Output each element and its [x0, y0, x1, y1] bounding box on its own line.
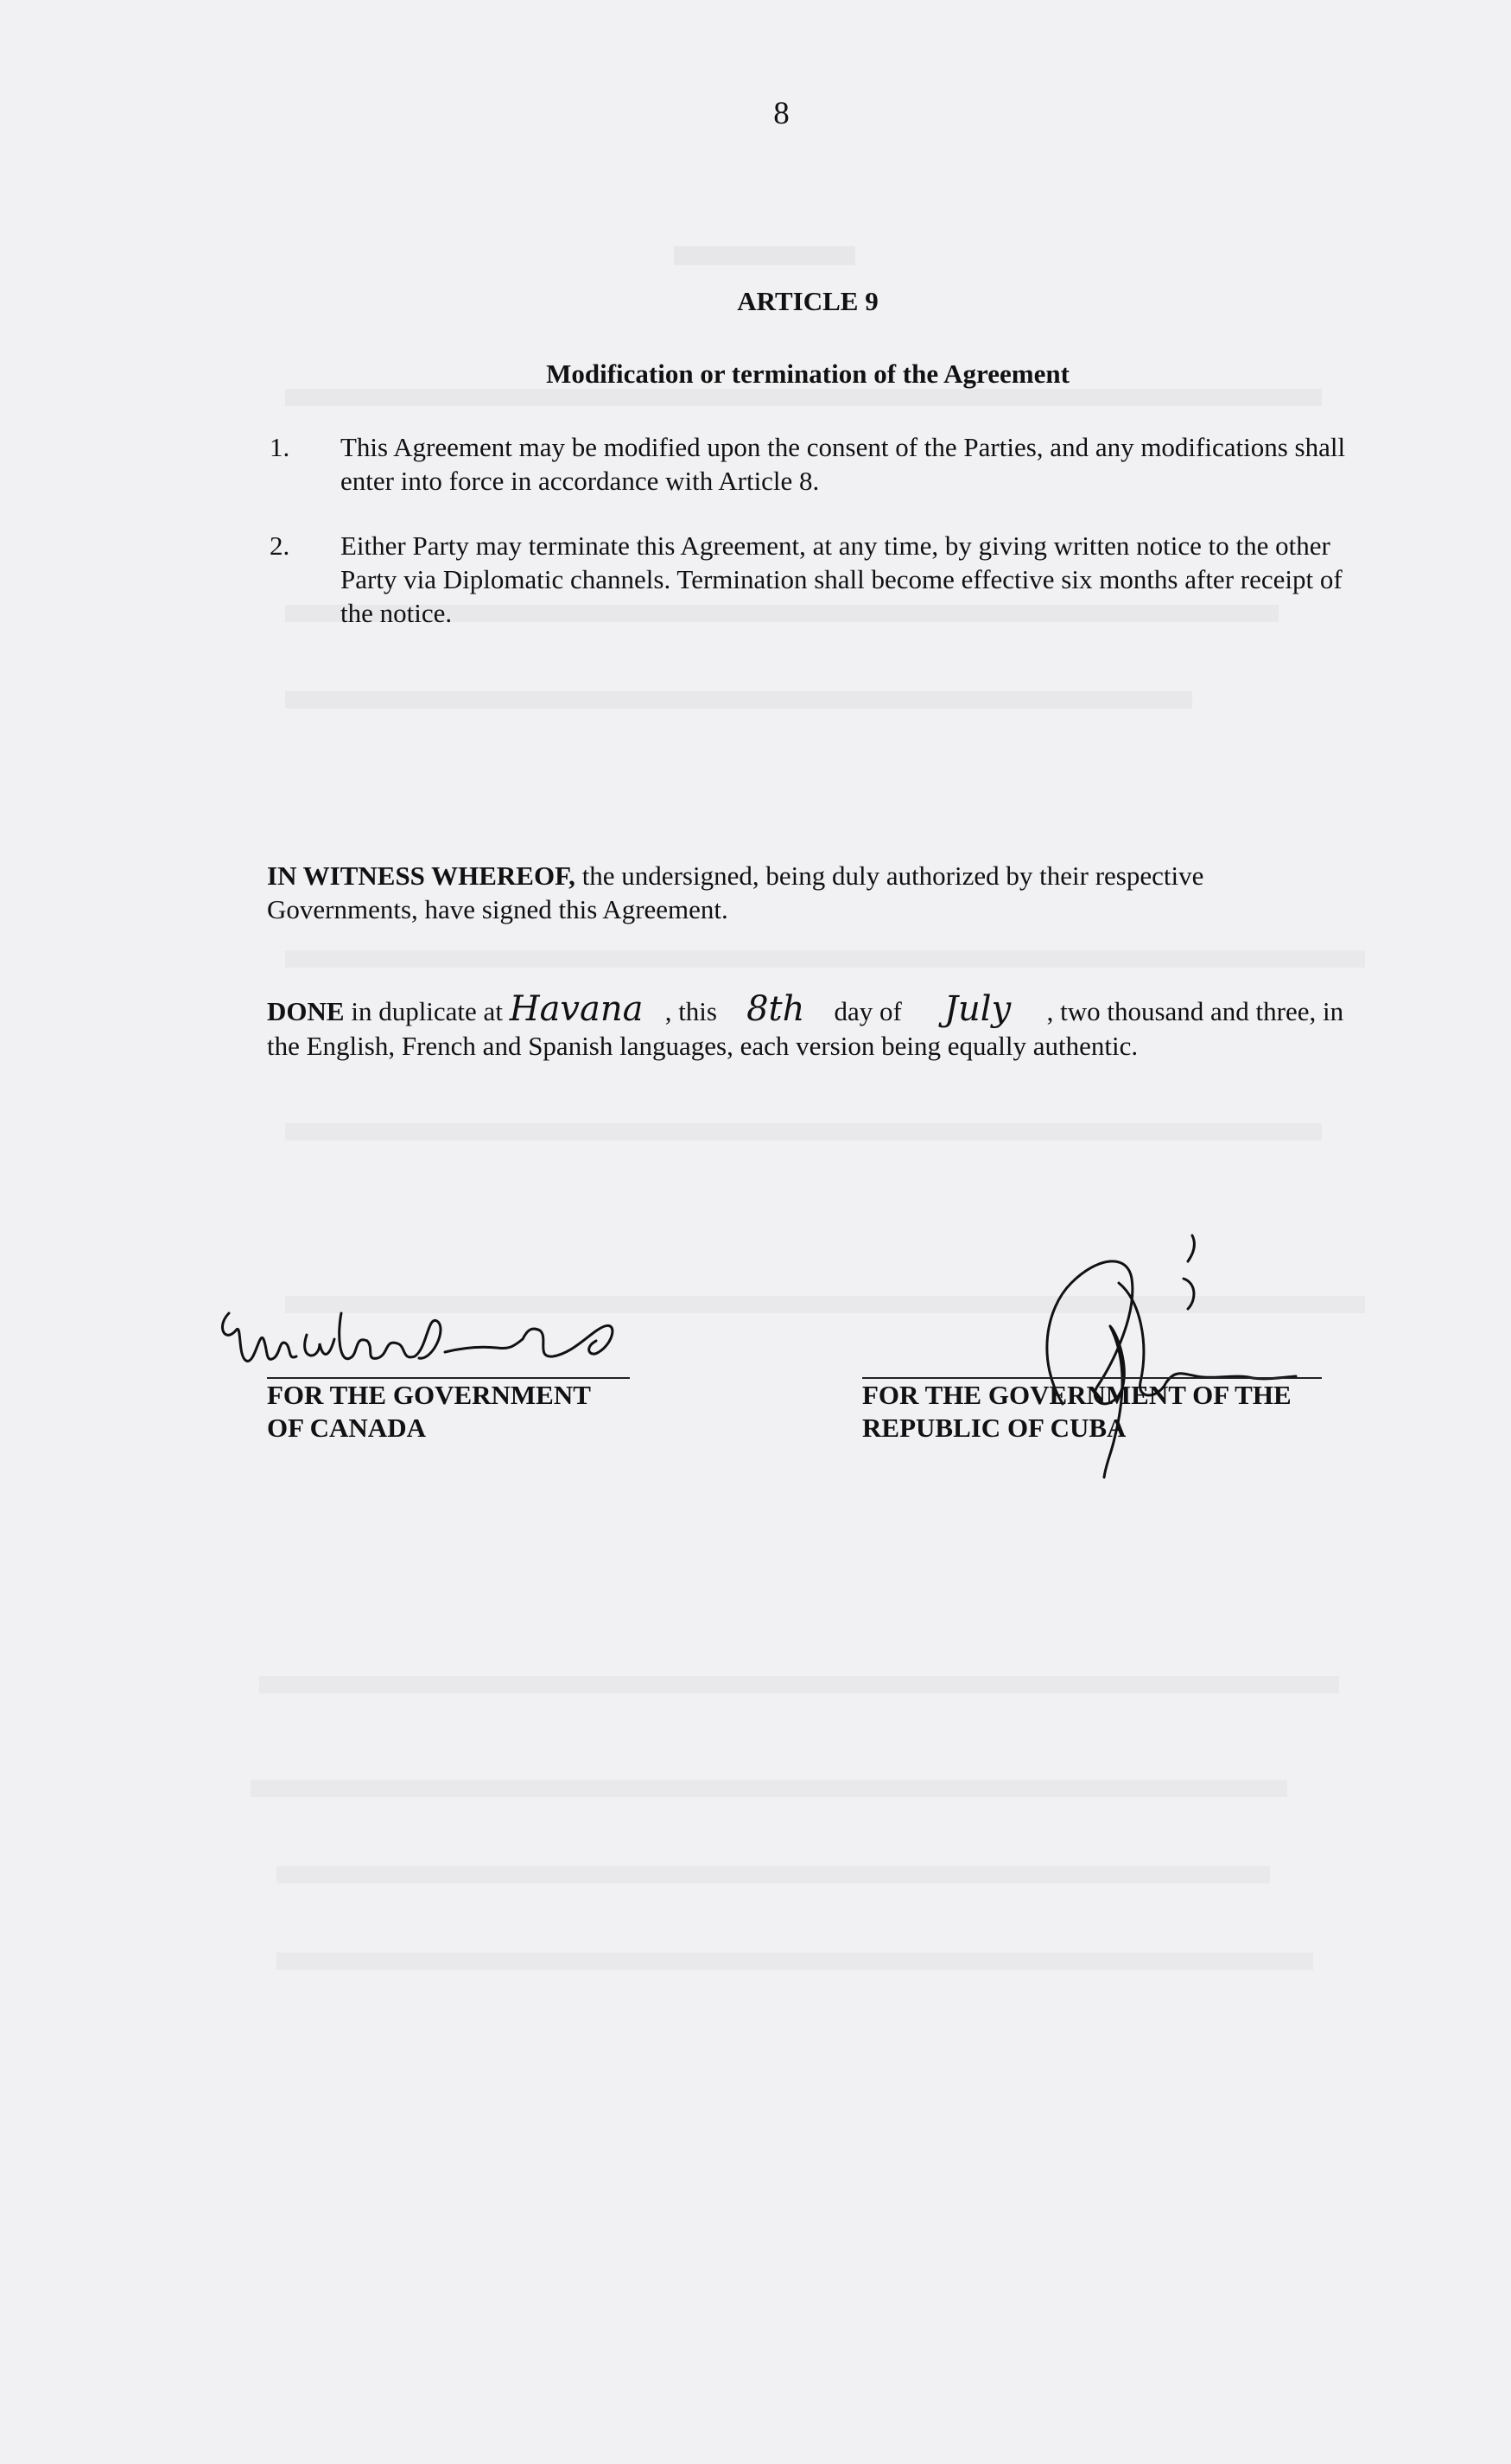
clause-number: 2.: [270, 530, 290, 561]
done-paragraph: [267, 989, 1347, 1064]
canada-label-line-1: FOR THE GOVERNMENT: [267, 1380, 591, 1410]
witness-lead: IN WITNESS WHEREOF,: [267, 860, 575, 891]
handwritten-month: July: [943, 989, 1012, 1029]
done-text-3: day of: [827, 996, 909, 1026]
page-number: 8: [773, 96, 790, 131]
canada-signature-label: [267, 1379, 591, 1445]
done-text-4: , two thousand and three, in the English, French and Spanish languages, each version being equally authentic.: [267, 996, 1344, 1061]
done-text-2: , this: [664, 996, 724, 1026]
clause-text: Either Party may terminate this Agreement, at any time, by giving written notice to the other Party via Diplomatic channels. Termination shall become effective six months after receipt of the notice.: [340, 530, 1343, 628]
witness-text: the undersigned, being duly authorized by their respective Governments, have signed this Agreement.: [267, 860, 1204, 924]
article-title: ARTICLE 9: [737, 286, 879, 316]
done-lead: DONE: [267, 996, 345, 1026]
handwritten-day: 8th: [746, 989, 805, 1029]
cuba-label-line-1: FOR THE GOVERNMENT OF THE: [862, 1380, 1292, 1410]
cuba-signature-label: [862, 1379, 1292, 1445]
cuba-label-line-2: REPUBLIC OF CUBA: [862, 1413, 1127, 1443]
witness-paragraph: [267, 859, 1347, 926]
done-text-1: in duplicate at: [344, 996, 510, 1026]
article-subtitle: Modification or termination of the Agreement: [546, 359, 1070, 389]
canada-label-line-2: OF CANADA: [267, 1413, 426, 1443]
canada-signature: [212, 1296, 661, 1382]
clause-number: 1.: [270, 432, 290, 462]
clause-text: This Agreement may be modified upon the consent of the Parties, and any modifications shall enter into force in accordance with Article 8.: [340, 432, 1346, 496]
handwritten-place: Havana: [509, 989, 644, 1029]
cuba-signature: [968, 1231, 1330, 1490]
